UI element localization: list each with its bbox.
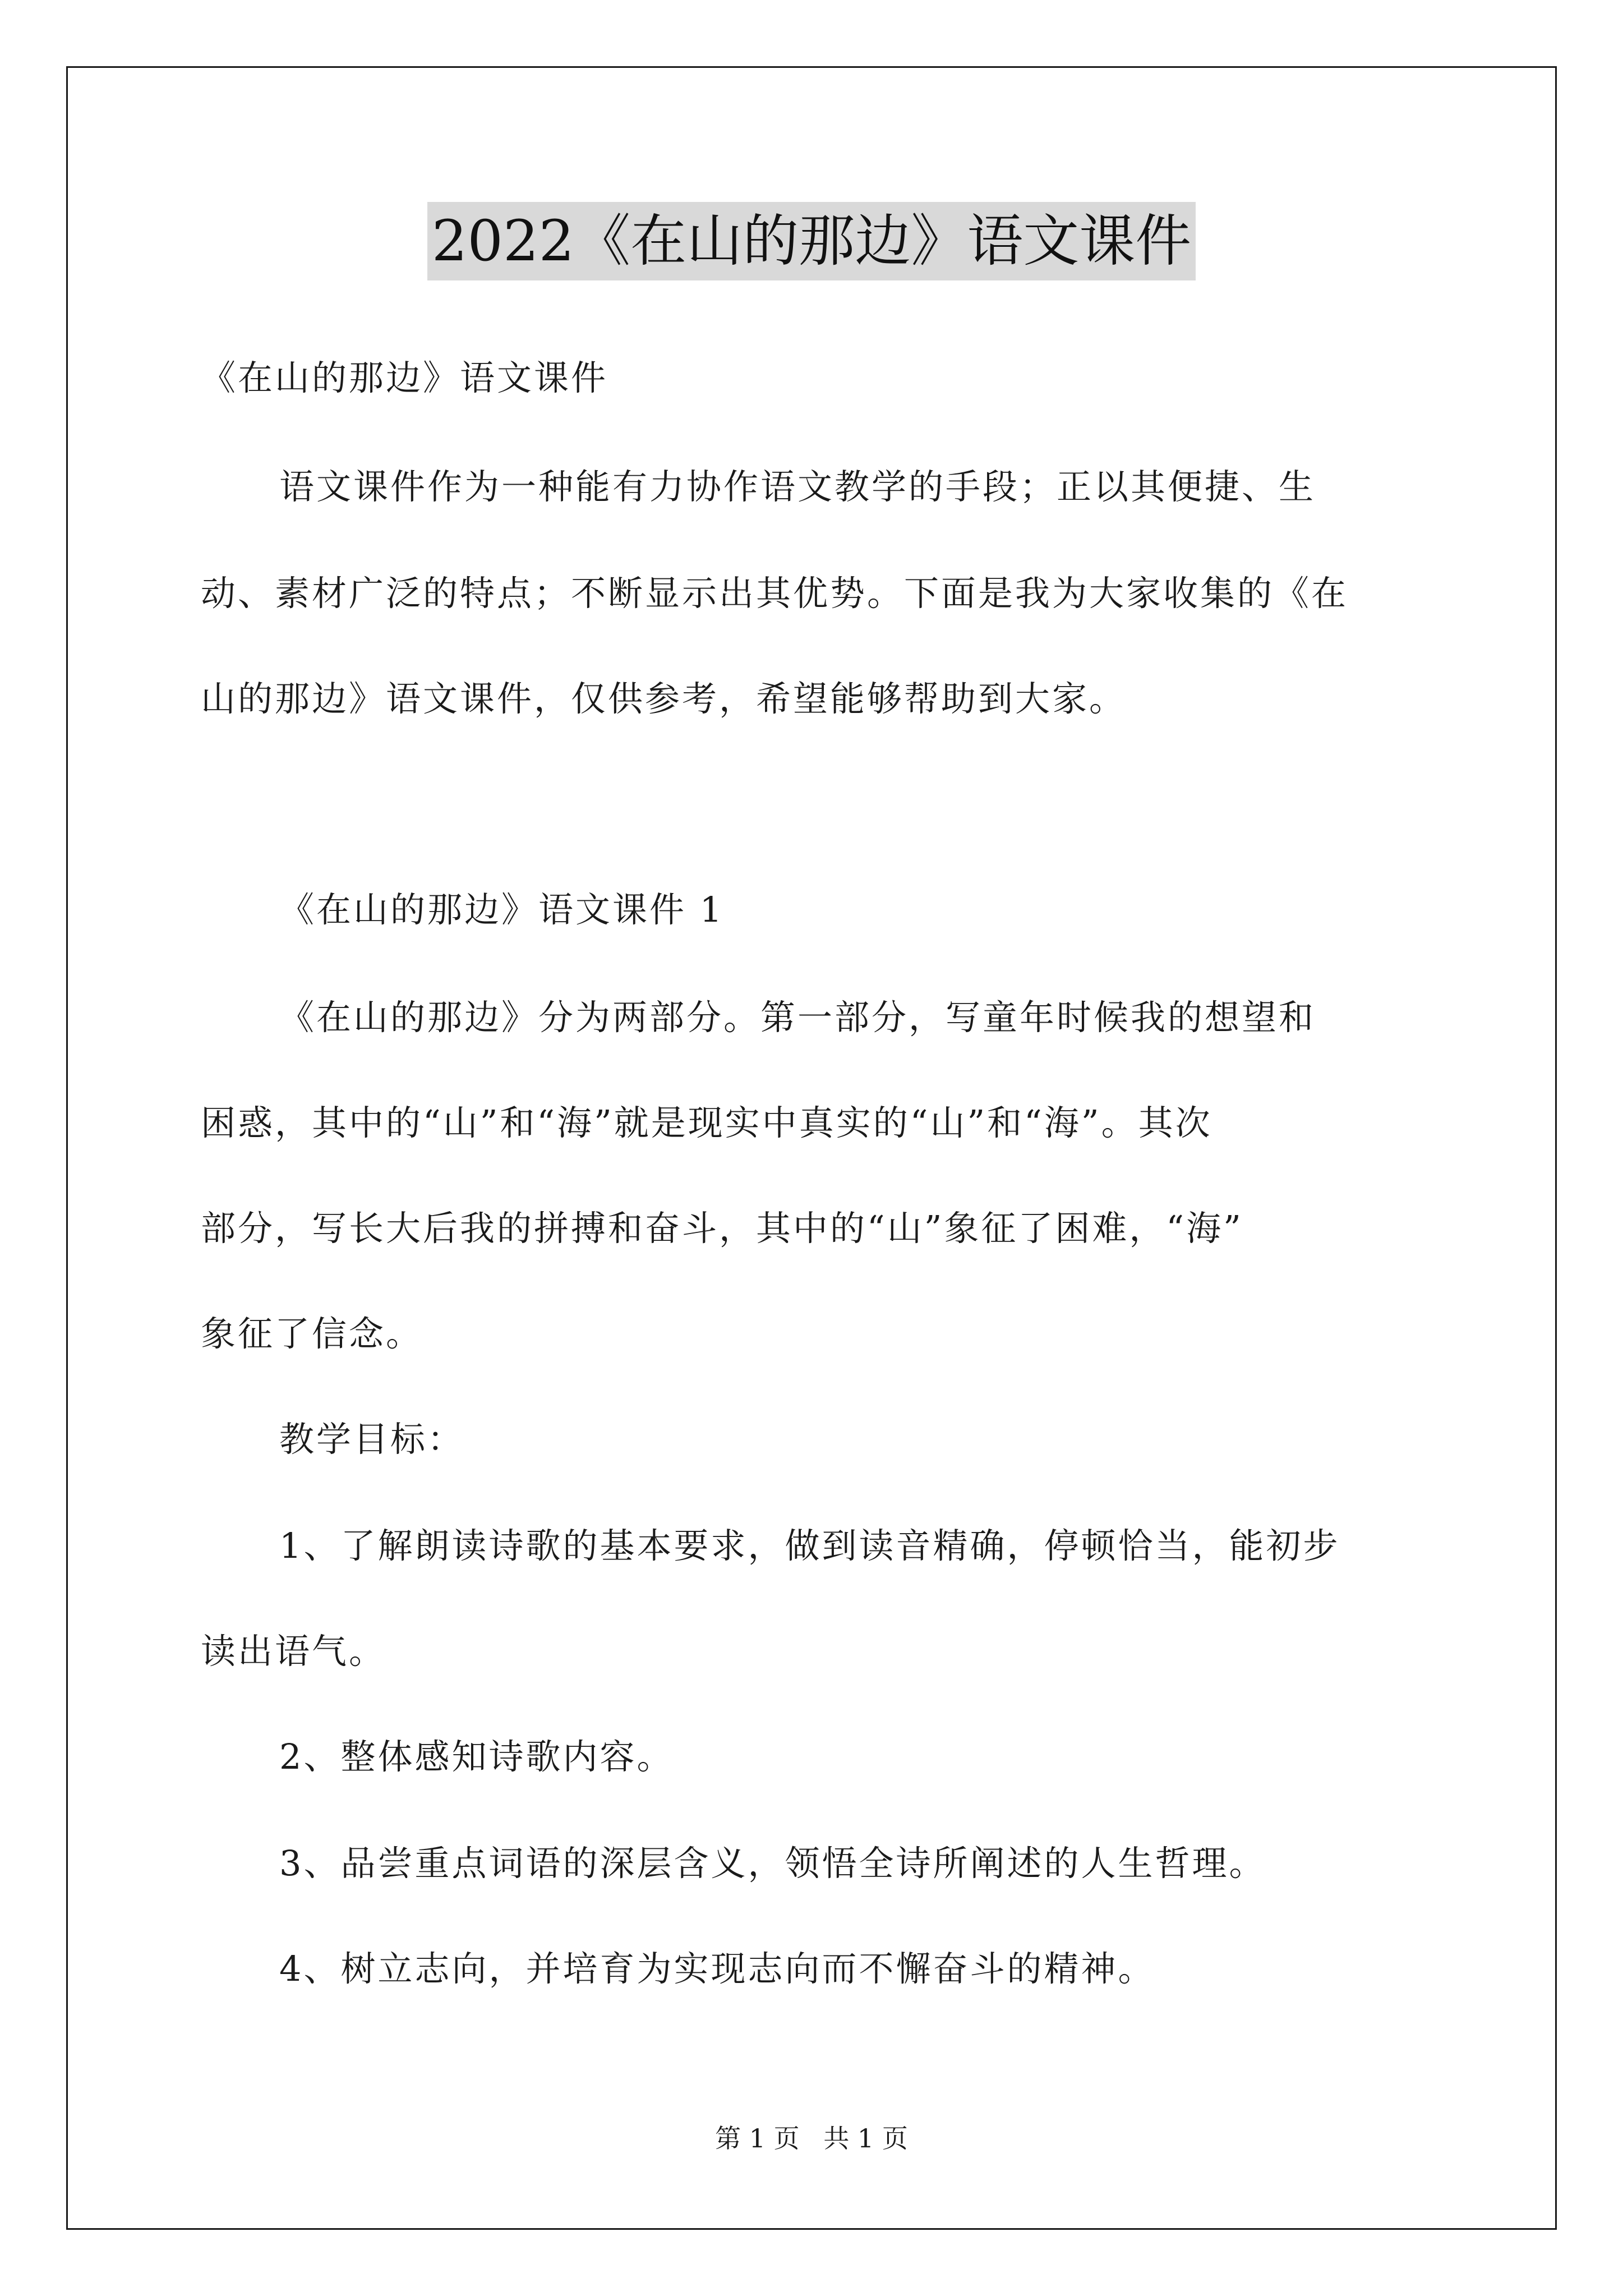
goal-item: 2、整体感知诗歌内容。 [279, 1736, 674, 1777]
goal-item: 1、了解朗读诗歌的基本要求，做到读音精确，停顿恰当，能初步 [279, 1525, 1340, 1566]
paragraph-line: 困惑，其中的“山”和“海”就是现实中真实的“山”和“海”。其次 [201, 1102, 1212, 1143]
subtitle-line: 《在山的那边》语文课件 [201, 357, 608, 398]
title-container [0, 202, 1623, 280]
page-footer [0, 2122, 1623, 2155]
goal-item-continued: 读出语气。 [201, 1631, 386, 1672]
page-total: 共 1 页 [823, 2123, 908, 2154]
goals-heading: 教学目标： [279, 1419, 465, 1460]
goal-item: 4、树立志向，并培育为实现志向而不懈奋斗的精神。 [279, 1948, 1155, 1989]
section-heading: 《在山的那边》语文课件 1 [279, 889, 725, 930]
paragraph-line: 《在山的那边》分为两部分。第一部分，写童年时候我的想望和 [279, 997, 1316, 1038]
paragraph-line: 象征了信念。 [201, 1313, 423, 1354]
paragraph-line: 语文课件作为一种能有力协作语文教学的手段；正以其便捷、生 [279, 466, 1316, 507]
document-title: 2022《在山的那边》语文课件 [427, 202, 1196, 280]
paragraph-line: 部分，写长大后我的拼搏和奋斗，其中的“山”象征了困难，“海” [201, 1208, 1243, 1249]
paragraph-line: 山的那边》语文课件，仅供参考，希望能够帮助到大家。 [201, 678, 1127, 719]
page-number: 第 1 页 [715, 2123, 800, 2154]
goal-item: 3、品尝重点词语的深层含义，领悟全诗所阐述的人生哲理。 [279, 1843, 1266, 1884]
paragraph-line: 动、素材广泛的特点；不断显示出其优势。下面是我为大家收集的《在 [201, 573, 1349, 614]
